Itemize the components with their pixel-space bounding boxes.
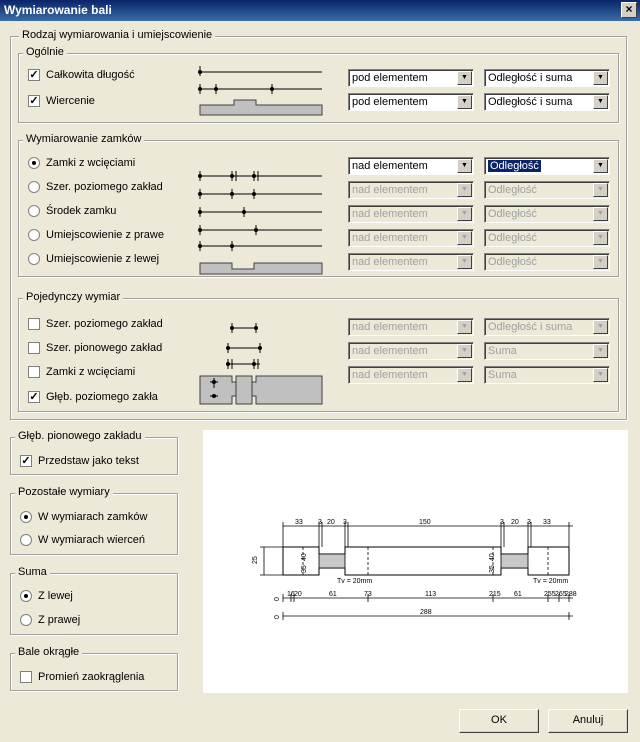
preview-dim-label: 20 xyxy=(511,519,519,526)
select-value: nad elementem xyxy=(352,160,428,172)
radio-circle[interactable] xyxy=(20,534,32,546)
single-position-select-disabled xyxy=(348,366,474,384)
preview-chain-label: 0 xyxy=(274,597,281,601)
single-vertical-width-checkbox[interactable] xyxy=(28,340,162,356)
single-position-select-disabled xyxy=(348,342,474,360)
locks-center-radio[interactable] xyxy=(28,203,116,219)
chevron-down-icon[interactable]: ▼ xyxy=(457,159,472,173)
rounding-radius-checkbox[interactable] xyxy=(20,669,144,685)
locks-position-select-disabled xyxy=(348,229,474,247)
select-value: nad elementem xyxy=(352,321,428,333)
chevron-down-icon: ▼ xyxy=(457,344,472,358)
title-bar xyxy=(0,0,640,21)
radio-circle[interactable] xyxy=(28,253,40,265)
preview-dim-label: 33 xyxy=(543,519,551,526)
chevron-down-icon: ▼ xyxy=(593,231,608,245)
preview-notch-label: 35 xyxy=(489,565,496,573)
select-value: Odległość xyxy=(488,184,537,196)
single-horizontal-depth-checkbox[interactable] xyxy=(28,389,158,405)
select-value: Odległość i suma xyxy=(488,96,573,108)
chevron-down-icon: ▼ xyxy=(457,255,472,269)
preview-chain-label: 215 xyxy=(489,591,501,598)
window-title: Wymiarowanie bali xyxy=(4,3,112,17)
in-lock-dimensions-radio[interactable] xyxy=(20,509,147,525)
single-kind-select-disabled xyxy=(484,318,610,336)
checkbox-label: Promień zaokrąglenia xyxy=(38,671,145,683)
drilling-kind-select[interactable] xyxy=(484,93,610,111)
locks-right-position-radio[interactable] xyxy=(28,227,164,243)
preview-panel xyxy=(203,430,628,693)
preview-chain-label: 288 xyxy=(565,591,577,598)
chevron-down-icon: ▼ xyxy=(593,320,608,334)
sum-right-radio[interactable] xyxy=(20,612,80,628)
checkbox-label: Szer. pionowego zakład xyxy=(46,342,163,354)
single-kind-select-disabled xyxy=(484,342,610,360)
select-value: Suma xyxy=(488,345,517,357)
checkbox-box[interactable]: ✓ xyxy=(29,391,39,403)
ok-button[interactable]: OK xyxy=(459,709,539,733)
drilling-position-select[interactable] xyxy=(348,93,474,111)
preview-notch-label: 35 xyxy=(301,565,308,573)
preview-tv-left: Tv = 20mm xyxy=(337,578,373,585)
dimension-type-group-label: Rodzaj wymiarowania i umiejscowienie xyxy=(19,29,215,41)
preview-dim-label: 3 xyxy=(343,519,347,526)
select-value: pod elementem xyxy=(352,72,428,84)
chevron-down-icon: ▼ xyxy=(593,255,608,269)
preview-chain-label: 73 xyxy=(364,591,372,598)
single-dimension-group-label: Pojedynczy wymiar xyxy=(23,291,123,303)
radio-label: Umiejscowienie z prawe xyxy=(46,229,164,241)
single-position-select-disabled xyxy=(348,318,474,336)
chevron-down-icon: ▼ xyxy=(457,368,472,382)
locks-position-select[interactable] xyxy=(348,157,474,175)
show-as-text-checkbox[interactable] xyxy=(20,453,139,469)
preview-notch-label: 40 xyxy=(301,553,308,561)
radio-label: Z lewej xyxy=(38,590,73,602)
select-value: Suma xyxy=(488,369,517,381)
locks-notched-radio[interactable] xyxy=(28,155,135,171)
chevron-down-icon[interactable]: ▼ xyxy=(593,71,608,85)
checkbox-box[interactable]: ✓ xyxy=(29,69,39,81)
preview-dim-label: 3 xyxy=(318,519,322,526)
close-button[interactable]: × xyxy=(621,2,637,18)
preview-dim-label: 3 xyxy=(527,519,531,526)
chevron-down-icon[interactable]: ▼ xyxy=(457,71,472,85)
radio-circle[interactable] xyxy=(20,590,32,602)
chevron-down-icon: ▼ xyxy=(593,344,608,358)
other-dimensions-group-label: Pozostałe wymiary xyxy=(15,486,113,498)
select-value: nad elementem xyxy=(352,369,428,381)
in-drilling-dimensions-radio[interactable] xyxy=(20,532,145,548)
preview-chain-label: 16 xyxy=(287,591,295,598)
single-dimension-icon xyxy=(196,318,324,406)
vertical-depth-group-label: Głęb. pionowego zakładu xyxy=(15,430,145,442)
total-length-kind-select[interactable] xyxy=(484,69,610,87)
select-value: nad elementem xyxy=(352,208,428,220)
checkbox-label: Zamki z wcięciami xyxy=(46,366,136,378)
drilling-label: Wiercenie xyxy=(46,95,95,107)
preview-dim-label: 3 xyxy=(500,519,504,526)
preview-chain-label: 113 xyxy=(425,591,437,598)
sum-left-radio[interactable] xyxy=(20,588,73,604)
locks-position-select-disabled xyxy=(348,205,474,223)
preview-dim-label: 150 xyxy=(419,519,431,526)
round-logs-group-label: Bale okrągłe xyxy=(15,646,82,658)
chevron-down-icon: ▼ xyxy=(457,320,472,334)
cancel-button[interactable]: Anuluj xyxy=(548,709,628,733)
radio-label: W wymiarach zamków xyxy=(38,511,148,523)
radio-label: Środek zamku xyxy=(46,205,117,217)
chevron-down-icon: ▼ xyxy=(593,368,608,382)
checkbox-label: Głęb. poziomego zakła xyxy=(46,391,158,403)
locks-left-position-radio[interactable] xyxy=(28,251,159,267)
chevron-down-icon[interactable]: ▼ xyxy=(457,95,472,109)
general-dimension-icon xyxy=(196,62,324,116)
locks-kind-select-disabled xyxy=(484,181,610,199)
locks-kind-select-disabled xyxy=(484,205,610,223)
radio-label: Umiejscowienie z lewej xyxy=(46,253,160,265)
select-value: Odległość xyxy=(488,208,537,220)
total-length-label: Całkowita długość xyxy=(46,69,135,81)
preview-notch-label: 40 xyxy=(489,553,496,561)
preview-chain-label: 61 xyxy=(329,591,337,598)
chevron-down-icon: ▼ xyxy=(457,183,472,197)
single-notched-locks-checkbox[interactable] xyxy=(28,364,135,380)
radio-circle[interactable] xyxy=(20,511,32,523)
general-group-label: Ogólnie xyxy=(23,46,67,58)
chevron-down-icon: ▼ xyxy=(457,231,472,245)
preview-drawing xyxy=(203,430,628,693)
select-value: Odległość xyxy=(488,232,537,244)
radio-circle[interactable] xyxy=(20,614,32,626)
preview-height-label: 25 xyxy=(252,556,259,564)
preview-chain-label: 61 xyxy=(514,591,522,598)
preview-dim-label: 20 xyxy=(327,519,335,526)
select-value: nad elementem xyxy=(352,184,428,196)
checkbox-box[interactable] xyxy=(28,318,40,330)
locks-position-select-disabled xyxy=(348,181,474,199)
checkbox-box[interactable] xyxy=(28,366,40,378)
total-length-position-select[interactable] xyxy=(348,69,474,87)
locks-kind-select-disabled xyxy=(484,253,610,271)
sum-group-label: Suma xyxy=(15,566,50,578)
chevron-down-icon: ▼ xyxy=(593,207,608,221)
preview-chain-label: 255 xyxy=(544,591,556,598)
checkbox-box[interactable] xyxy=(28,342,40,354)
locks-dimension-icon xyxy=(196,166,324,276)
locks-kind-select[interactable] xyxy=(484,157,610,175)
select-value: nad elementem xyxy=(352,256,428,268)
preview-chain-label: 20 xyxy=(294,591,302,598)
single-horizontal-width-checkbox[interactable] xyxy=(28,316,163,332)
locks-kind-select-disabled xyxy=(484,229,610,247)
preview-chain-label: 265 xyxy=(555,591,567,598)
radio-circle[interactable] xyxy=(28,205,40,217)
locks-horizontal-width-radio[interactable] xyxy=(28,179,163,195)
single-kind-select-disabled xyxy=(484,366,610,384)
radio-circle[interactable] xyxy=(28,157,40,169)
preview-dim-label: 33 xyxy=(295,519,303,526)
select-value: Odległość i suma xyxy=(488,72,573,84)
chevron-down-icon: ▼ xyxy=(457,207,472,221)
drilling-checkbox[interactable] xyxy=(28,93,95,109)
radio-label: Zamki z wcięciami xyxy=(46,157,136,169)
select-value: nad elementem xyxy=(352,345,428,357)
select-value: Odległość xyxy=(490,160,539,172)
select-value: nad elementem xyxy=(352,232,428,244)
chevron-down-icon[interactable]: ▼ xyxy=(593,159,608,173)
preview-total-label: 288 xyxy=(420,609,432,616)
checkbox-box[interactable]: ✓ xyxy=(29,95,39,107)
checkbox-label: Szer. poziomego zakład xyxy=(46,318,163,330)
chevron-down-icon[interactable]: ▼ xyxy=(593,95,608,109)
chevron-down-icon: ▼ xyxy=(593,183,608,197)
locks-position-select-disabled xyxy=(348,253,474,271)
radio-circle[interactable] xyxy=(28,229,40,241)
radio-circle[interactable] xyxy=(28,181,40,193)
preview-total-start-label: 0 xyxy=(274,615,281,619)
total-length-checkbox[interactable] xyxy=(28,67,135,83)
radio-label: Szer. poziomego zakład xyxy=(46,181,163,193)
checkbox-box[interactable] xyxy=(20,671,32,683)
select-value: Odległość xyxy=(488,256,537,268)
preview-tv-right: Tv = 20mm xyxy=(533,578,569,585)
checkbox-label: Przedstaw jako tekst xyxy=(38,455,139,467)
checkbox-box[interactable]: ✓ xyxy=(21,455,31,467)
locks-group-label: Wymiarowanie zamków xyxy=(23,133,144,145)
radio-label: W wymiarach wierceń xyxy=(38,534,145,546)
select-value: Odległość i suma xyxy=(488,321,573,333)
select-value: pod elementem xyxy=(352,96,428,108)
radio-label: Z prawej xyxy=(38,614,81,626)
